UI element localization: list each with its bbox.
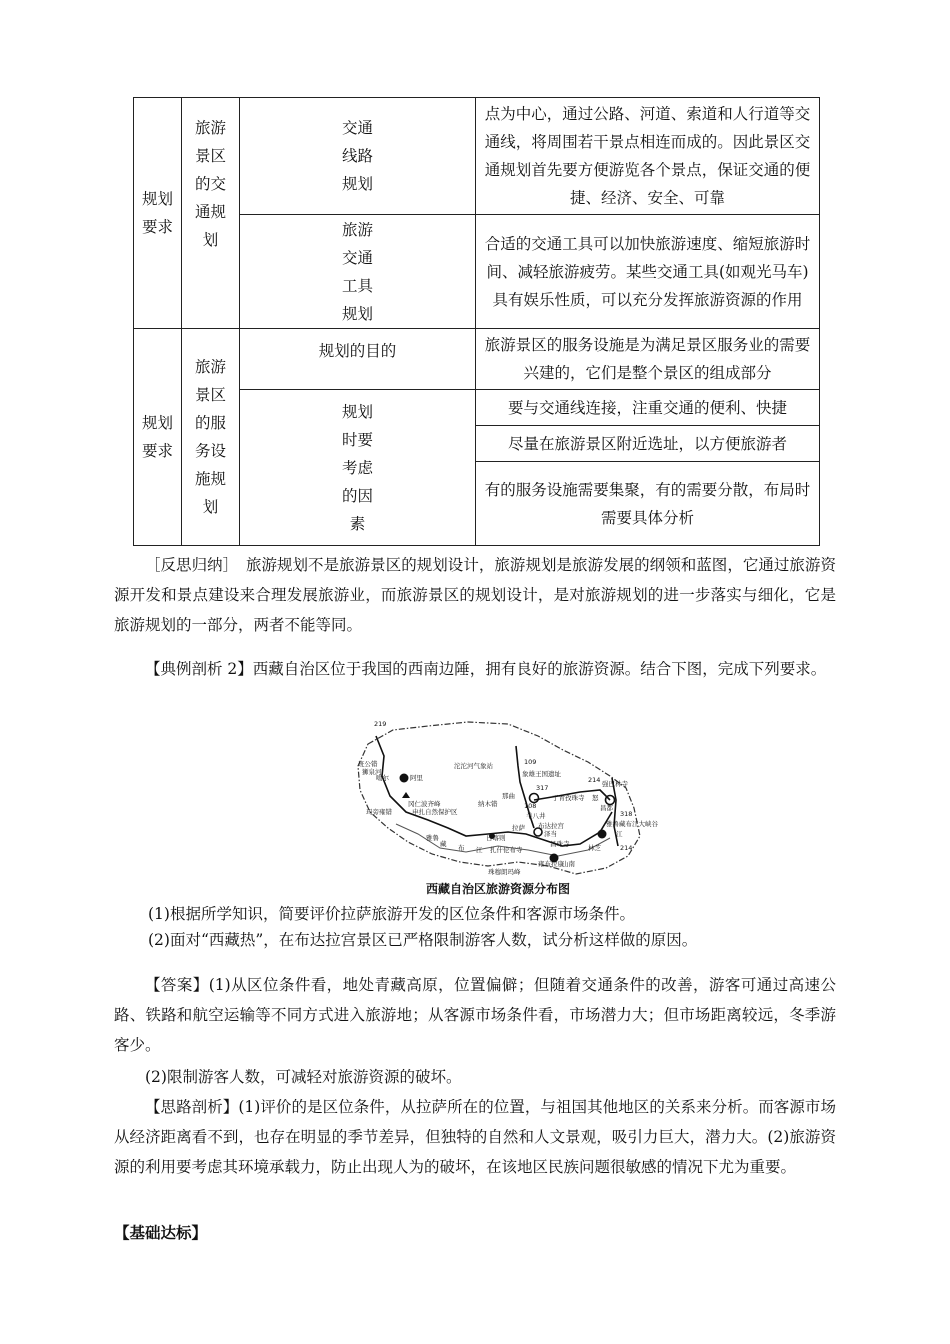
map-label: 玛旁雍错 bbox=[366, 808, 392, 816]
planning-table bbox=[133, 97, 820, 546]
map-label: 江 bbox=[616, 830, 623, 838]
item-cell-1 bbox=[240, 98, 476, 215]
map-label: 108 bbox=[524, 802, 537, 810]
nyingchi-marker bbox=[598, 830, 607, 839]
map-label: 怒 bbox=[592, 794, 599, 802]
map-label: 江 bbox=[476, 846, 483, 854]
example-heading: 【典例剖析 2】 bbox=[145, 660, 253, 678]
category-cell-2 bbox=[182, 329, 240, 546]
map-label: 214 bbox=[620, 844, 633, 852]
map-label: 阿里 bbox=[410, 774, 423, 782]
map-label: 强巴林寺 bbox=[602, 780, 628, 788]
category-label-2: 旅游景区的服务设施规划 bbox=[195, 358, 227, 516]
map-caption: 西藏自治区旅游资源分布图 bbox=[425, 882, 570, 896]
map-label: 109 bbox=[524, 758, 537, 766]
map-label: 班公错 bbox=[358, 760, 378, 768]
map-label: 那曲 bbox=[502, 792, 515, 800]
item-label-1: 交通线路规划 bbox=[342, 119, 374, 193]
map-label: 林芝 bbox=[588, 844, 601, 852]
category-cell-1 bbox=[182, 98, 240, 329]
map-label: 噶尔 bbox=[376, 774, 389, 782]
map-label: 冈仁波齐峰 bbox=[408, 800, 441, 808]
category-label-1: 旅游景区的交通规划 bbox=[195, 119, 227, 249]
map-label: 219 bbox=[374, 720, 387, 728]
desc-cell-3: 旅游景区的服务设施是为满足景区服务业的需要兴建的，它们是整个景区的组成部分 bbox=[476, 329, 820, 390]
map-label: 山南 bbox=[562, 860, 575, 868]
analysis-heading: 【思路剖析】 bbox=[145, 1098, 239, 1116]
map-label: 317 bbox=[536, 784, 549, 792]
map-label: 日喀则 bbox=[486, 834, 506, 842]
ali-marker bbox=[400, 774, 409, 783]
map-label: 狮泉河 bbox=[362, 768, 382, 776]
outer-label-cell-1 bbox=[134, 98, 182, 329]
map-label: 珠穆朗玛峰 bbox=[488, 868, 521, 876]
item-cell-3: 规划的目的 bbox=[240, 329, 476, 390]
map-label: 布 bbox=[458, 844, 465, 852]
map-label: 藏 bbox=[440, 840, 447, 848]
kailash-marker bbox=[402, 792, 410, 798]
answer-part2: (2)限制游客人数，可减轻对旅游资源的破坏。 bbox=[145, 1068, 462, 1086]
outer-label-2: 规划要求 bbox=[142, 414, 174, 460]
desc-cell-4: 要与交通线连接，注重交通的便利、快捷 bbox=[476, 390, 820, 426]
map-label: 扎什伦布寺 bbox=[490, 846, 523, 854]
map-label: 318 bbox=[620, 810, 633, 818]
tibet-tourism-map bbox=[348, 716, 658, 896]
highway-219-318 bbox=[376, 736, 612, 846]
map-label: 雍布拉康 bbox=[538, 860, 564, 868]
outer-label-1: 规划要求 bbox=[142, 190, 174, 236]
map-label: 泽当 bbox=[544, 830, 557, 838]
desc-cell-1: 点为中心，通过公路、河道、索道和人行道等交通线，将周围若干景点相连而成的。因此景区交通规划首先要方便游览各个景点，保证交通的便捷、经济、安全、可靠 bbox=[476, 98, 820, 215]
outer-label-cell-2 bbox=[134, 329, 182, 546]
map-label: 沱沱河气象站 bbox=[454, 762, 493, 770]
map-label: 申扎自然保护区 bbox=[412, 808, 458, 816]
item-cell-4 bbox=[240, 390, 476, 546]
answer-paragraph bbox=[114, 970, 836, 1060]
map-label: 214 bbox=[588, 776, 601, 784]
answer-heading: 【答案】 bbox=[145, 976, 209, 994]
example-paragraph bbox=[114, 654, 836, 684]
reflection-paragraph: ［反思归纳］ 旅游规划不是旅游景区的规划设计，旅游规划是旅游发展的纲领和蓝图，它通过旅游资源开发和景点建设来合理发展旅游业，而旅游景区的规划设计，是对旅游规划的进一步落实与细化，它是旅游规划的一部分，两者不能等同。 bbox=[114, 556, 836, 634]
item-cell-2 bbox=[240, 215, 476, 329]
map-label: 象雄王国遗址 bbox=[522, 770, 561, 778]
answer-part1: (1)从区位条件看，地处青藏高原，位置偏僻；但随着交通条件的改善，游客可通过高速公路、铁路和航空运输等不同方式进入旅游地；从客源市场条件看，市场潜力大；但市场距离较远，冬季游客少。 bbox=[114, 976, 836, 1054]
desc-cell-2: 合适的交通工具可以加快旅游速度、缩短旅游时间、减轻旅游疲劳。某些交通工具(如观光马车)具有娱乐性质，可以充分发挥旅游资源的作用 bbox=[476, 215, 820, 329]
desc-cell-6: 有的服务设施需要集聚，有的需要分散，布局时需要具体分析 bbox=[476, 462, 820, 546]
map-label: 纳木错 bbox=[478, 800, 498, 808]
map-label: 雅鲁 bbox=[426, 834, 439, 842]
map-label: 昌珠寺 bbox=[550, 840, 570, 848]
question-2: (2)面对“西藏热”，在布达拉宫景区已严格限制游客人数，试分析这样做的原因。 bbox=[148, 931, 698, 949]
question-1: (1)根据所学知识，简要评价拉萨旅游开发的区位条件和客源市场条件。 bbox=[148, 905, 635, 923]
map-label: 布达拉宫 bbox=[538, 822, 564, 830]
item-label-4: 规划时要考虑的因素 bbox=[342, 402, 374, 533]
item-label-2: 旅游交通工具规划 bbox=[342, 220, 374, 323]
example-text: 西藏自治区位于我国的西南边陲，拥有良好的旅游资源。结合下图，完成下列要求。 bbox=[252, 660, 827, 678]
map-label: 羊八井 bbox=[526, 812, 546, 820]
map-label: 昌都 bbox=[600, 804, 613, 812]
map-label: 拉萨 bbox=[512, 824, 525, 832]
analysis-paragraph bbox=[114, 1092, 836, 1182]
map-label: 丁青孜珠寺 bbox=[552, 794, 585, 802]
desc-cell-5: 尽量在旅游景区附近选址，以方便旅游者 bbox=[476, 426, 820, 462]
analysis-text: (1)评价的是区位条件，从拉萨所在的位置，与祖国其他地区的关系来分析。而客源市场从经济距离看不到，也存在明显的季节差异，但独特的自然和人文景观，吸引力巨大，潜力大。(2)旅游资源的利用要考虑其环境承载力，防止出现人为的破坏，在该地区民族问题很敏感的情况下尤为重要。 bbox=[114, 1098, 836, 1176]
map-label: 雅鲁藏布江大峡谷 bbox=[606, 820, 658, 828]
section-title: 【基础达标】 bbox=[114, 1223, 208, 1242]
